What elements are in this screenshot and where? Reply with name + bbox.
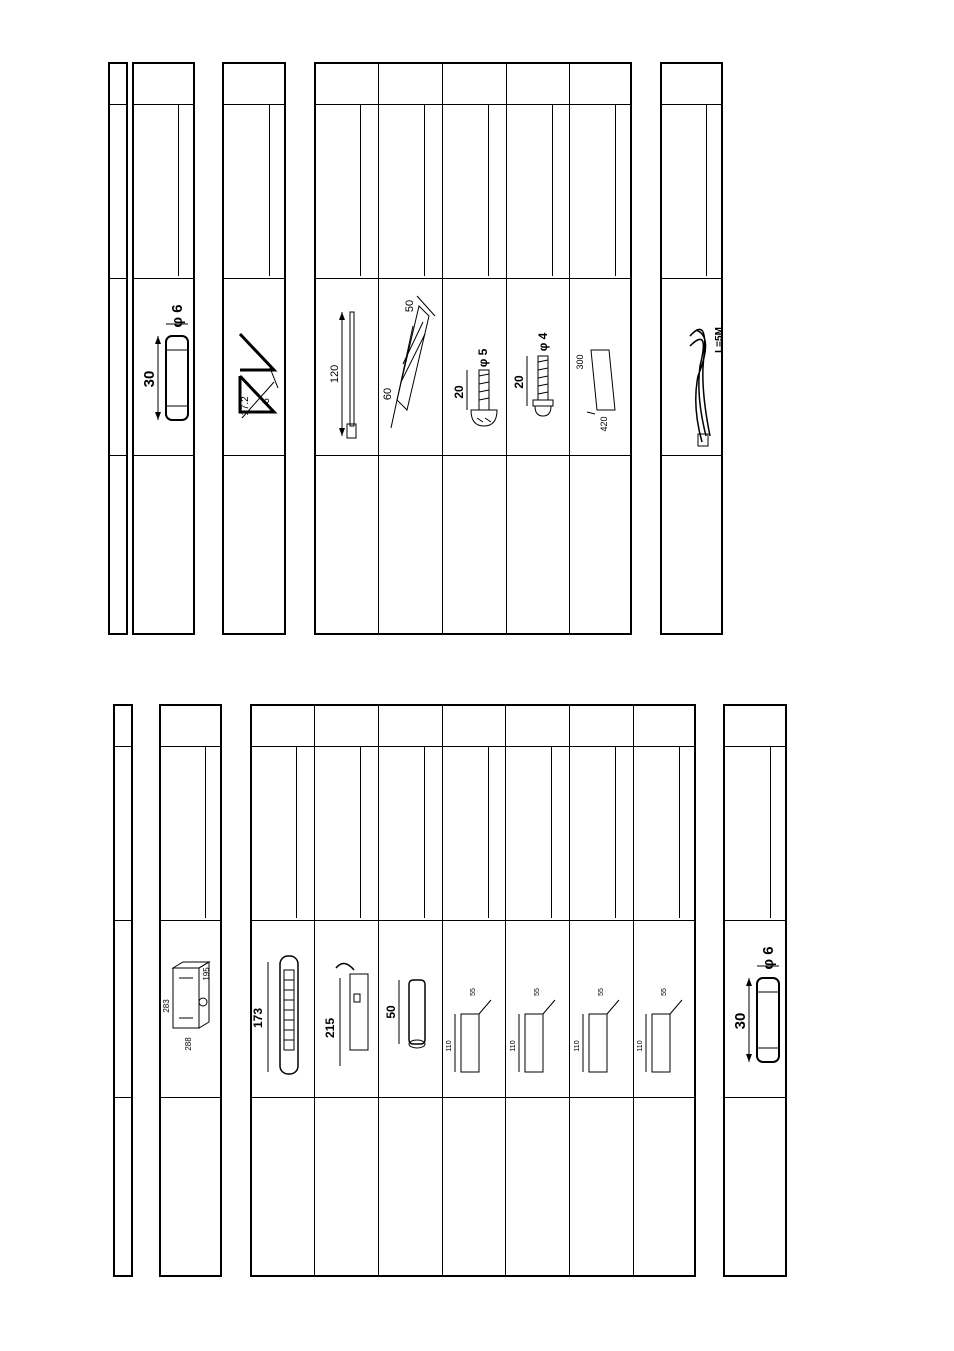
holder-drawing	[312, 918, 376, 1098]
cable-tie-drawing	[314, 276, 377, 456]
label-drawing-2	[505, 918, 568, 1098]
roll-length-label: 50	[384, 1005, 398, 1019]
tape-drawing	[377, 276, 441, 456]
unit-depth-label: 288	[184, 1037, 193, 1051]
roll-drawing	[377, 918, 441, 1098]
screw-m5-diameter-label: φ 5	[476, 348, 490, 368]
label-width-1: 55	[470, 988, 477, 996]
bracket-width-label: 6	[261, 398, 272, 404]
lower-fuse-diameter-label: φ 6	[760, 946, 777, 970]
cable-tie-length-label: 120	[329, 364, 341, 384]
holder-length-label: 215	[323, 1017, 337, 1039]
label-width-4: 55	[661, 988, 668, 996]
tape-width-label: 50	[404, 299, 416, 313]
fuse-diameter-label: φ 6	[169, 304, 186, 328]
bracket-drawing	[222, 276, 286, 456]
label-height-1: 110	[446, 1040, 453, 1052]
screw-m4-diameter-label: φ 4	[536, 332, 550, 352]
label-height-4: 110	[637, 1040, 644, 1052]
fuse-length-label: 30	[141, 370, 158, 388]
screw-m4-length-label: 20	[512, 375, 526, 389]
screw-m4-drawing	[505, 276, 569, 456]
screw-m5-length-label: 20	[452, 385, 466, 399]
upper-header-strip	[108, 62, 128, 635]
unit-width-label: 283	[162, 999, 171, 1013]
unit-height-label: 195	[202, 967, 211, 981]
lower-fuse-length-label: 30	[732, 1012, 749, 1030]
screw-m5-drawing	[441, 276, 505, 456]
label-drawing-1	[441, 918, 504, 1098]
label-width-2: 55	[534, 988, 541, 996]
bracket-length-label: 17.2	[240, 396, 251, 416]
unit-drawing	[159, 918, 222, 1098]
remote-length-label: 173	[251, 1007, 265, 1029]
fuse-drawing	[132, 276, 195, 456]
sheet-height-label: 420	[599, 416, 609, 432]
label-height-2: 110	[510, 1040, 517, 1052]
cable-drawing	[660, 276, 750, 456]
lower-header-strip	[113, 704, 133, 1277]
tape-length-label: 60	[382, 387, 394, 401]
label-height-3: 110	[574, 1040, 581, 1052]
sheet-width-label: 300	[575, 354, 585, 370]
cable-length-label: L=5M	[714, 327, 725, 353]
label-drawing-4	[632, 918, 696, 1098]
lower-fuse-drawing	[723, 918, 787, 1098]
label-width-3: 55	[598, 988, 605, 996]
remote-drawing	[250, 918, 312, 1098]
sheet-drawing	[569, 276, 632, 456]
label-drawing-3	[569, 918, 632, 1098]
